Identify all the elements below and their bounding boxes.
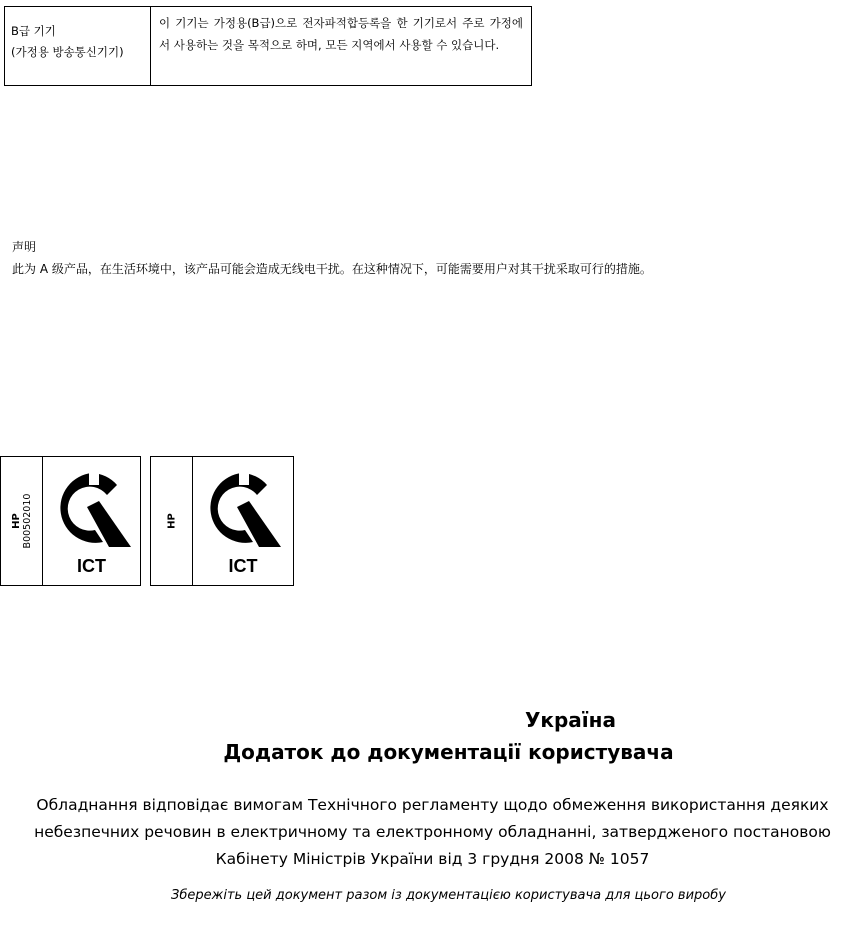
korea-class-line1: B급 기기: [11, 24, 56, 38]
ict-q-icon: [51, 467, 133, 549]
ukraine-subtitle: Додаток до документації користувача: [223, 740, 674, 764]
ict-logo-2-mark: [193, 457, 293, 585]
ict-logo-2: [150, 456, 294, 586]
ict-logo-1-mark: [43, 457, 140, 585]
ict-logo-1-label: ICT: [77, 556, 106, 576]
korea-class-line2: (가정용 방송통신기기): [11, 45, 124, 59]
china-statement: [12, 236, 652, 280]
korea-class-cell: [5, 7, 151, 85]
ukraine-title: Україна: [525, 708, 616, 732]
ict-logo-2-side: [151, 457, 193, 585]
korea-emc-table: [4, 6, 532, 86]
ict-logo-2-brand: HP: [166, 513, 177, 529]
ict-logo-1-brand: HP: [10, 513, 22, 529]
ict-logo-1: [0, 456, 141, 586]
ict-logo-1-side: [1, 457, 43, 585]
ukraine-note: Збережіть цей документ разом із документацією користувача для цього виробу: [171, 888, 726, 903]
ukraine-body: Обладнання відповідає вимогам Технічного регламенту щодо обмеження використання деяких небезпечних речовин в електричному та електронному обладнанні, затвердженого постановою Кабінету Міністрів України від 3 грудня 2008 № 1057: [34, 796, 831, 868]
ict-logo-2-label: ICT: [228, 556, 258, 576]
china-body: 此为 A 级产品，在生活环境中，该产品可能会造成无线电干扰。在这种情况下，可能需要用户对其干扰采取可行的措施。: [12, 262, 652, 276]
ict-logo-1-code: B00502010: [21, 493, 33, 549]
china-heading: 声明: [12, 240, 37, 254]
ict-q-icon: [201, 467, 283, 549]
korea-statement: 이 기기는 가정용(B급)으로 전자파적합등록을 한 기기로서 주로 가정에서 사용하는 것을 목적으로 하며, 모든 지역에서 사용할 수 있습니다.: [159, 16, 523, 52]
